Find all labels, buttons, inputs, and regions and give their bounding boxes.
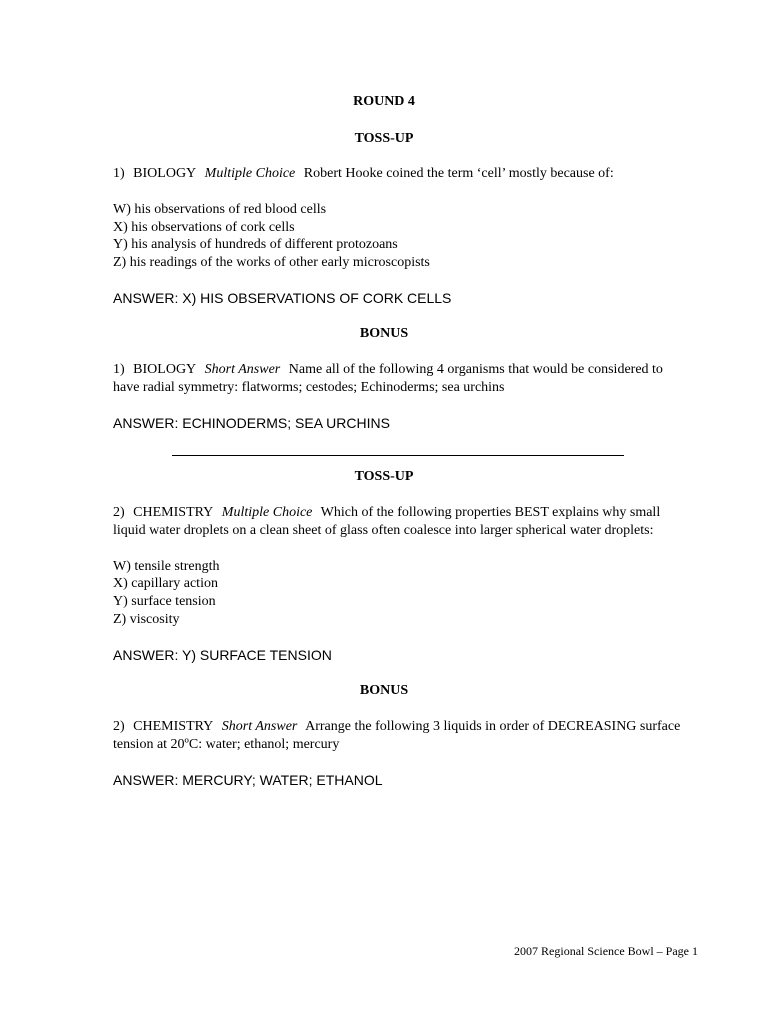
question-number: 2) [113, 719, 125, 734]
question-type: Short Answer [221, 719, 298, 734]
question-text: Which of the following properties BEST explains why small [320, 505, 661, 520]
bonus-1-question [113, 361, 663, 378]
option-w: W) tensile strength [113, 559, 220, 574]
question-number: 1) [113, 166, 125, 181]
question-subject: CHEMISTRY [133, 505, 214, 520]
bonus-2-answer: ANSWER: MERCURY; WATER; ETHANOL [113, 772, 383, 788]
tossup-2-question [113, 504, 660, 521]
bonus-heading-1: BONUS [359, 326, 409, 341]
bonus-2-question-line2: tension at 20ºC: water; ethanol; mercury [113, 737, 340, 752]
tossup-heading-1: TOSS-UP [354, 131, 414, 146]
question-subject: BIOLOGY [133, 362, 197, 377]
tossup-1-answer: ANSWER: X) HIS OBSERVATIONS OF CORK CELLS [113, 290, 452, 306]
tossup-1-question [113, 165, 614, 182]
option-z: Z) his readings of the works of other early microscopists [113, 255, 430, 270]
option-x: X) capillary action [113, 576, 218, 591]
page-footer: 2007 Regional Science Bowl – Page 1 [514, 944, 698, 958]
question-text: Name all of the following 4 organisms that would be considered to [288, 362, 663, 377]
question-number: 1) [113, 362, 125, 377]
question-text: Arrange the following 3 liquids in order of DECREASING surface [305, 719, 681, 734]
tossup-2-answer: ANSWER: Y) SURFACE TENSION [113, 647, 332, 663]
tossup-heading-2: TOSS-UP [354, 469, 414, 484]
option-w: W) his observations of red blood cells [113, 202, 327, 217]
bonus-heading-2: BONUS [359, 683, 409, 698]
tossup-2-question-line2: liquid water droplets on a clean sheet of glass often coalesce into larger spherical water droplets: [113, 523, 654, 538]
option-y: Y) surface tension [113, 594, 216, 609]
bonus-2-question [113, 718, 680, 735]
bonus-1-question-line2: have radial symmetry: flatworms; cestodes; Echinoderms; sea urchins [113, 380, 505, 395]
question-type: Multiple Choice [221, 505, 313, 520]
question-number: 2) [113, 505, 125, 520]
question-type: Short Answer [204, 362, 281, 377]
option-z: Z) viscosity [113, 612, 180, 627]
question-subject: BIOLOGY [133, 166, 197, 181]
bonus-1-answer: ANSWER: ECHINODERMS; SEA URCHINS [113, 415, 390, 431]
option-x: X) his observations of cork cells [113, 220, 295, 235]
option-y: Y) his analysis of hundreds of different protozoans [113, 237, 398, 252]
question-type: Multiple Choice [204, 166, 296, 181]
round-title: ROUND 4 [353, 94, 415, 109]
question-subject: CHEMISTRY [133, 719, 214, 734]
question-text: Robert Hooke coined the term ‘cell’ mostly because of: [303, 166, 614, 181]
section-divider [172, 455, 624, 456]
